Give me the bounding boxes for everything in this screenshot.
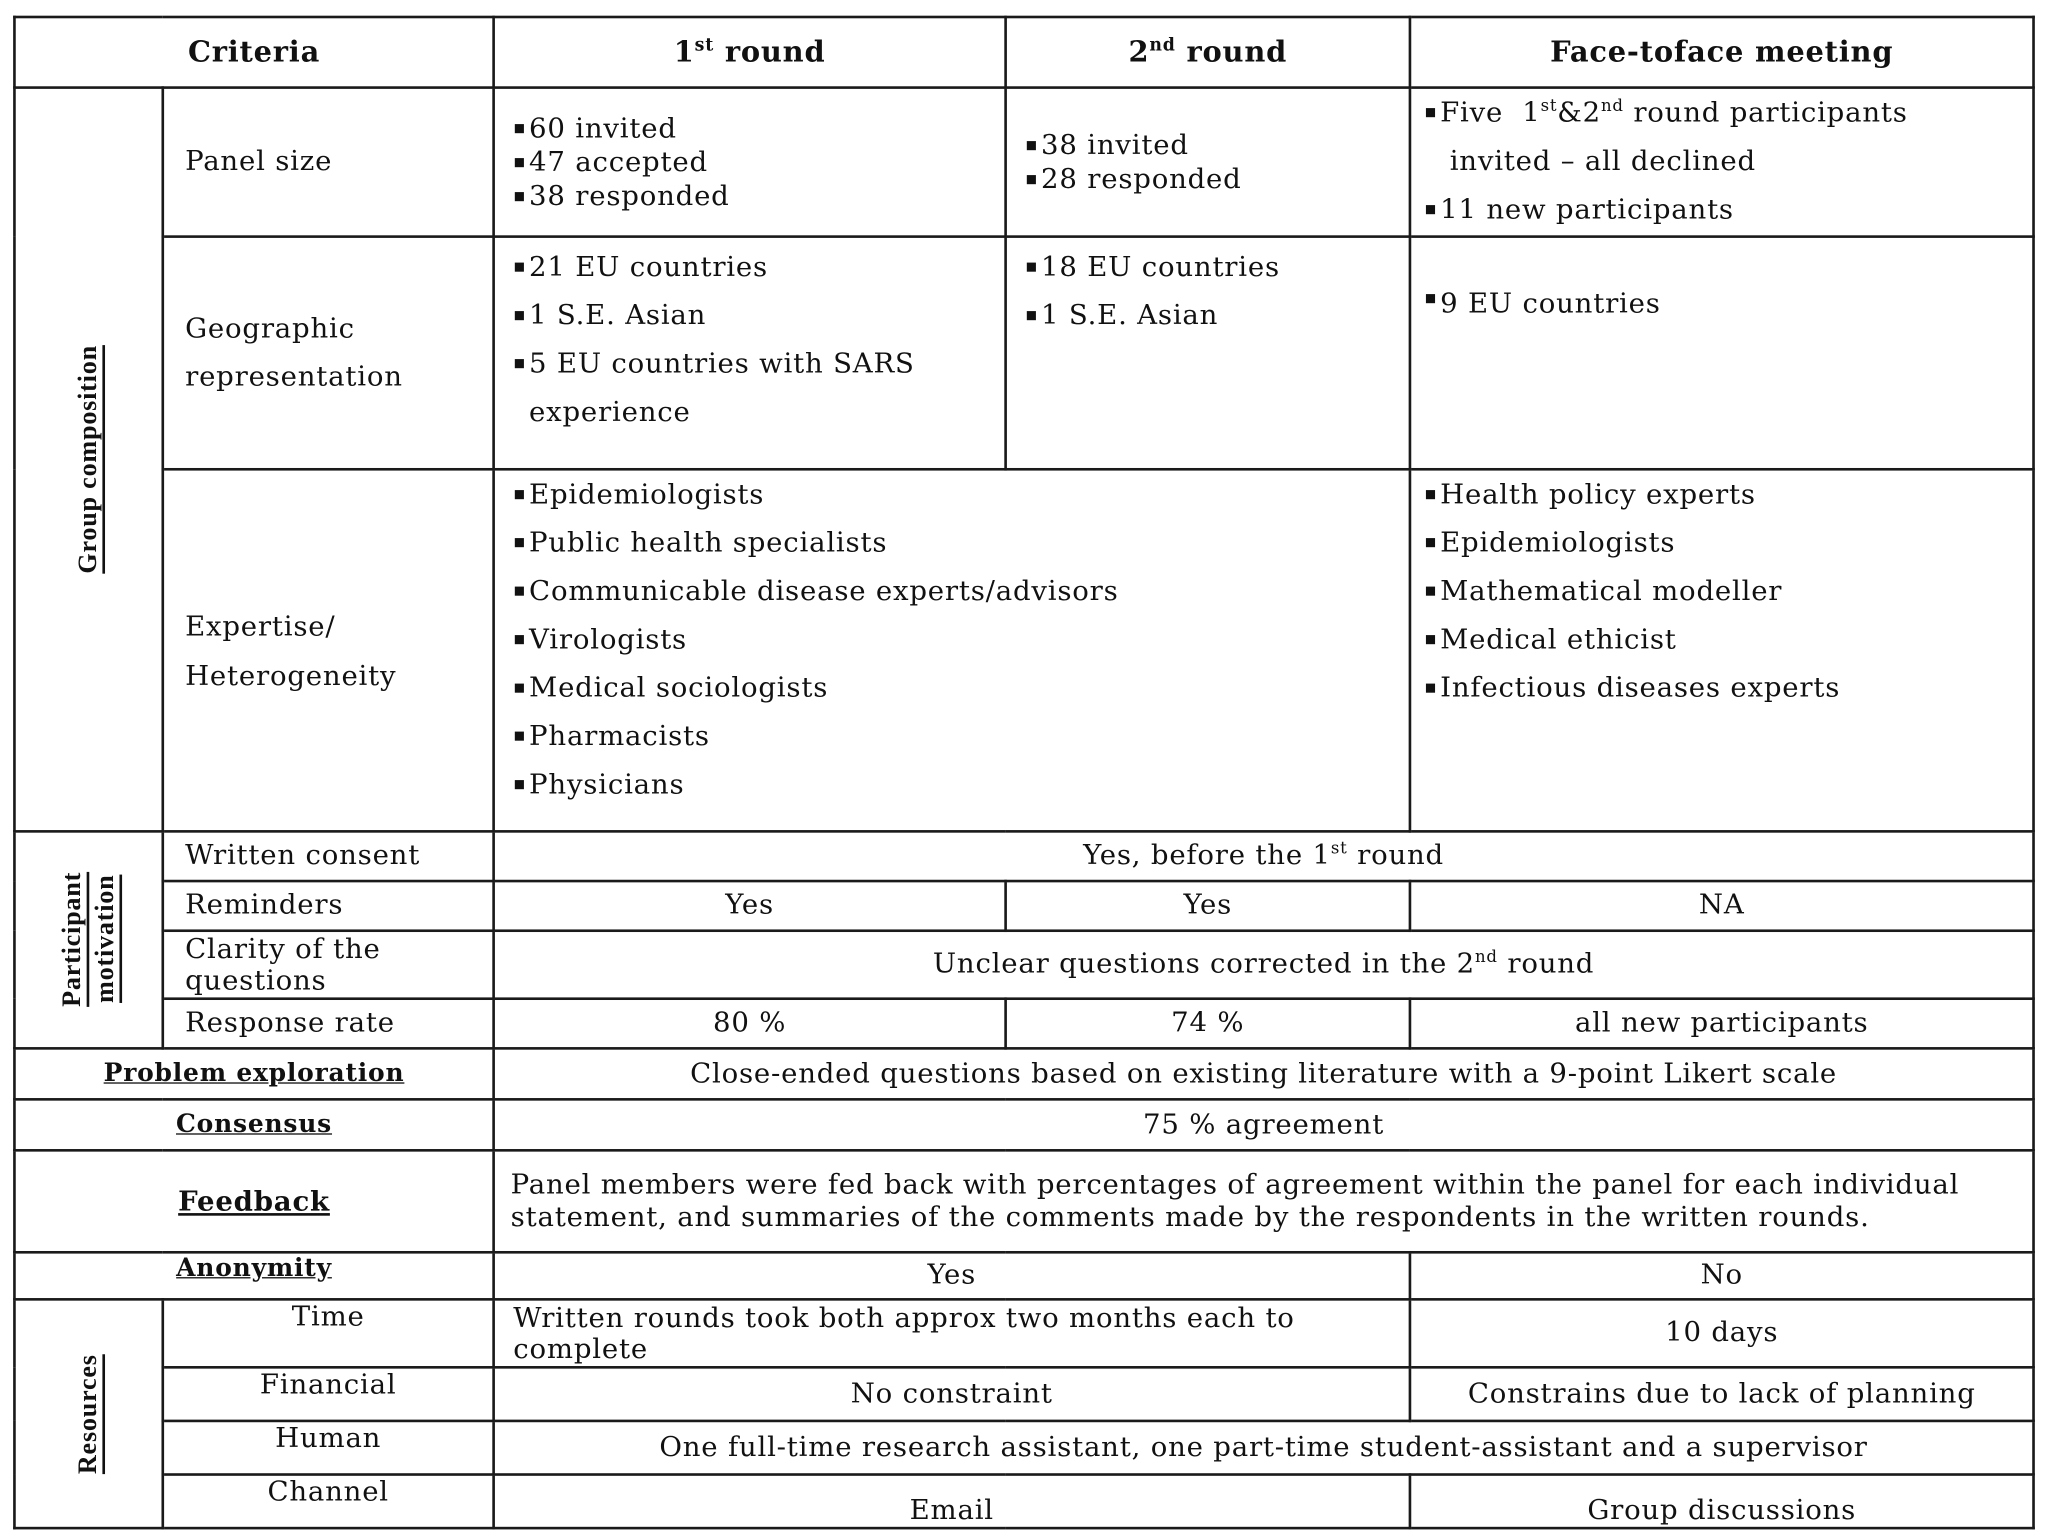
list-item: ▪ 5 EU countries with SARS experience: [513, 340, 1004, 437]
group-composition-label: Group composition: [14, 88, 162, 832]
row-financial: [14, 1367, 2033, 1421]
anonymity-label: Anonymity: [14, 1252, 493, 1299]
row-anonymity: [14, 1252, 2033, 1299]
list-item: ▪ 28 responded: [1025, 162, 1408, 196]
list-item: ▪ Health policy experts: [1424, 471, 2032, 519]
reminders-round1: Yes: [494, 881, 1006, 931]
row-reminders: [14, 881, 2033, 931]
row-time: [14, 1299, 2033, 1367]
resources-label: Resources: [14, 1299, 162, 1528]
list-item: ▪ Pharmacists: [513, 712, 1408, 760]
channel-rounds: Email: [494, 1475, 1410, 1529]
time-meeting: 10 days: [1410, 1299, 2034, 1367]
header-round1: 1st round: [494, 17, 1006, 88]
list-item: ▪ 38 invited: [1025, 128, 1408, 162]
list-item: ▪ 60 invited: [513, 111, 1004, 145]
participant-motivation-label: Participant motivation: [14, 831, 162, 1048]
row-human: [14, 1421, 2033, 1475]
channel-label: Channel: [163, 1475, 494, 1529]
clarity-label: Clarity of the questions: [163, 931, 494, 999]
list-item: ▪ 1 S.E. Asian: [1025, 292, 1408, 340]
header-round2: 2nd round: [1006, 17, 1410, 88]
row-response-rate: [14, 999, 2033, 1049]
row-channel: [14, 1475, 2033, 1529]
consensus-value: 75 % agreement: [494, 1099, 2034, 1150]
list-item: ▪ Epidemiologists: [1424, 519, 2032, 567]
list-item: ▪ Medical sociologists: [513, 664, 1408, 712]
row-expertise: [14, 469, 2033, 831]
list-item: ▪ Virologists: [513, 616, 1408, 664]
problem-exploration-value: Close-ended questions based on existing literature with a 9-point Likert scale: [494, 1048, 2034, 1099]
written-consent-value: Yes, before the 1st round: [494, 831, 2034, 881]
written-consent-label: Written consent: [163, 831, 494, 881]
reminders-round2: Yes: [1006, 881, 1410, 931]
anonymity-meeting: No: [1410, 1252, 2034, 1299]
panel-size-round1: [494, 88, 1006, 237]
delphi-criteria-table: [13, 16, 2035, 1530]
geographic-round1: [494, 237, 1006, 470]
list-item: ▪ 1 S.E. Asian: [513, 292, 1004, 340]
geographic-meeting: [1410, 237, 2034, 470]
panel-size-round2: [1006, 88, 1410, 237]
response-rate-meeting: all new participants: [1410, 999, 2034, 1049]
financial-rounds: No constraint: [494, 1367, 1410, 1421]
list-item: ▪ 18 EU countries: [1025, 243, 1408, 291]
header-criteria: Criteria: [14, 17, 493, 88]
list-item: ▪ 9 EU countries: [1424, 288, 2032, 321]
geographic-label: Geographic representation: [163, 237, 494, 470]
list-item: ▪ Medical ethicist: [1424, 616, 2032, 664]
row-written-consent: [14, 831, 2033, 881]
financial-meeting: Constrains due to lack of planning: [1410, 1367, 2034, 1421]
reminders-meeting: NA: [1410, 881, 2034, 931]
list-item: ▪ 11 new participants: [1424, 186, 2032, 234]
anonymity-rounds: Yes: [494, 1252, 1410, 1299]
list-item: ▪ Infectious diseases experts: [1424, 664, 2032, 712]
list-item: ▪ Public health specialists: [513, 519, 1408, 567]
list-item: ▪ Physicians: [513, 761, 1408, 809]
problem-exploration-label: Problem exploration: [14, 1048, 493, 1099]
header-facetoface: Face-toface meeting: [1410, 17, 2034, 88]
channel-meeting: Group discussions: [1410, 1475, 2034, 1529]
expertise-rounds: [494, 469, 1410, 831]
list-item: ▪ Epidemiologists: [513, 471, 1408, 519]
row-consensus: [14, 1099, 2033, 1150]
clarity-value: Unclear questions corrected in the 2nd round: [494, 931, 2034, 999]
list-item: ▪ 47 accepted: [513, 145, 1004, 179]
response-rate-round1: 80 %: [494, 999, 1006, 1049]
expertise-meeting: [1410, 469, 2034, 831]
response-rate-label: Response rate: [163, 999, 494, 1049]
panel-size-label: Panel size: [163, 88, 494, 237]
row-panel-size: [14, 88, 2033, 237]
geographic-round2: [1006, 237, 1410, 470]
consensus-label: Consensus: [14, 1099, 493, 1150]
response-rate-round2: 74 %: [1006, 999, 1410, 1049]
expertise-label: Expertise/ Heterogeneity: [163, 469, 494, 831]
header-row: [14, 17, 2033, 88]
row-feedback: [14, 1150, 2033, 1252]
row-problem-exploration: [14, 1048, 2033, 1099]
panel-size-meeting: [1410, 88, 2034, 237]
reminders-label: Reminders: [163, 881, 494, 931]
time-label: Time: [163, 1299, 494, 1367]
list-item: ▪ Communicable disease experts/advisors: [513, 567, 1408, 615]
time-rounds: Written rounds took both approx two months each to complete: [494, 1299, 1410, 1367]
row-clarity: [14, 931, 2033, 999]
human-value: One full-time research assistant, one part-time student-assistant and a supervisor: [494, 1421, 2034, 1475]
list-item: ▪ Mathematical modeller: [1424, 567, 2032, 615]
feedback-label: Feedback: [14, 1150, 493, 1252]
human-label: Human: [163, 1421, 494, 1475]
list-item: ▪ 38 responded: [513, 179, 1004, 213]
financial-label: Financial: [163, 1367, 494, 1421]
list-item: ▪ 21 EU countries: [513, 243, 1004, 291]
list-item: ▪ Five 1st&2nd round participants invited – all declined: [1424, 89, 2032, 186]
row-geographic: [14, 237, 2033, 470]
feedback-value: Panel members were fed back with percentages of agreement within the panel for each individual statement, and summaries of the comments made by the respondents in the written rounds.: [494, 1150, 2034, 1252]
